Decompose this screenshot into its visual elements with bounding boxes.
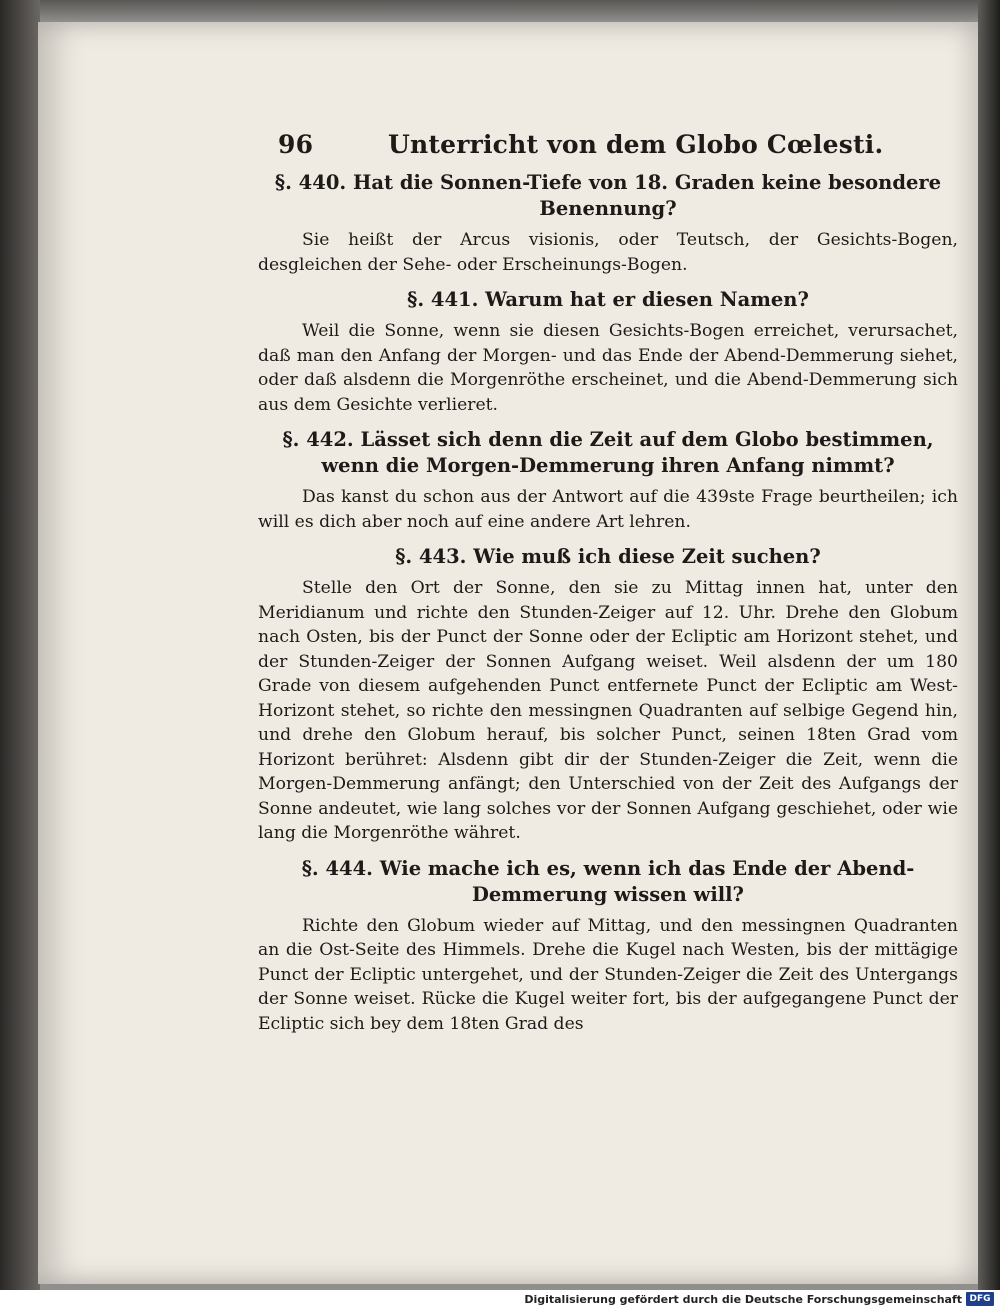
dfg-logo-icon: DFG (966, 1292, 994, 1306)
answer-440: Sie heißt der Arcus visionis, oder Teutsch, der Gesichts-Bogen, desgleichen der Sehe- oder Erscheinungs-Bogen. (258, 230, 958, 275)
funding-note: Digitalisierung gefördert durch die Deutsche Forschungsgemeinschaft (524, 1293, 962, 1306)
answer-443: Stelle den Ort der Sonne, den sie zu Mittag innen hat, unter den Meridianum und richte den Stunden-Zeiger auf 12. Uhr. Drehe den Globum nach Osten, bis der Punct der Sonne oder der Ecliptic am Horizont stehet, und der Stunden-Zeiger der Sonnen Aufgang weiset. Weil alsdenn der um 180 Grade von diesem aufgehenden Punct entfernete Punct der Ecliptic am West-Horizont stehet, so richte den messingnen Quadranten auf selbige Gegend hin, und drehe den Globum herauf, bis solcher Punct, seinen 18ten Grad vom Horizont berühret: Alsdenn gibt dir der Stunden-Zeiger die Zeit, wenn die Morgen-Demmerung anfängt; den Unterschied von der Zeit des Aufgangs der Sonne andeutet, wie lang solches vor der Sonnen Aufgang geschiehet, oder wie lang die Morgenröthe währet. (258, 578, 958, 843)
answer-442: Das kanst du schon aus der Antwort auf die 439ste Frage beurtheilen; ich will es dich aber noch auf eine andere Art lehren. (258, 487, 958, 532)
running-title: Unterricht von dem Globo Cœlesti. (388, 130, 884, 159)
question-440: §. 440. Hat die Sonnen-Tiefe von 18. Graden keine besondere Benennung? (274, 171, 942, 220)
question-444: §. 444. Wie mache ich es, wenn ich das Ende der Abend-Demmerung wissen will? (301, 856, 915, 906)
running-head (258, 130, 958, 170)
question-441: §. 441. Warum hat er diesen Namen? (407, 288, 809, 311)
book-gutter-shadow (0, 0, 40, 1290)
question-443: §. 443. Wie muß ich diese Zeit suchen? (395, 545, 821, 568)
answer-441: Weil die Sonne, wenn sie diesen Gesichts-Bogen erreichet, verursachet, daß man den Anfang der Morgen- und das Ende der Abend-Demmerung siehet, oder daß alsdenn die Morgenröthe erscheinet, und die Abend-Demmerung sich aus dem Gesichte verlieret. (258, 321, 958, 415)
digitization-footer (0, 1290, 1000, 1309)
scan-border-top (0, 0, 1000, 22)
page-text (258, 130, 958, 1260)
scan-border-right (978, 0, 1000, 1290)
book-page (38, 22, 978, 1284)
question-442: §. 442. Lässet sich denn die Zeit auf dem Globo bestimmen, wenn die Morgen-Demmerung ihren Anfang nimmt? (282, 428, 934, 477)
answer-444: Richte den Globum wieder auf Mittag, und den messingnen Quadranten an die Ost-Seite des Himmels. Drehe die Kugel nach Westen, bis der mittägige Punct der Ecliptic untergehet, und der Stunden-Zeiger die Zeit des Untergangs der Sonne weiset. Rücke die Kugel weiter fort, bis der aufgegangene Punct der Ecliptic sich bey dem 18ten Grad des (258, 915, 958, 1034)
page-number: 96 (278, 130, 314, 159)
